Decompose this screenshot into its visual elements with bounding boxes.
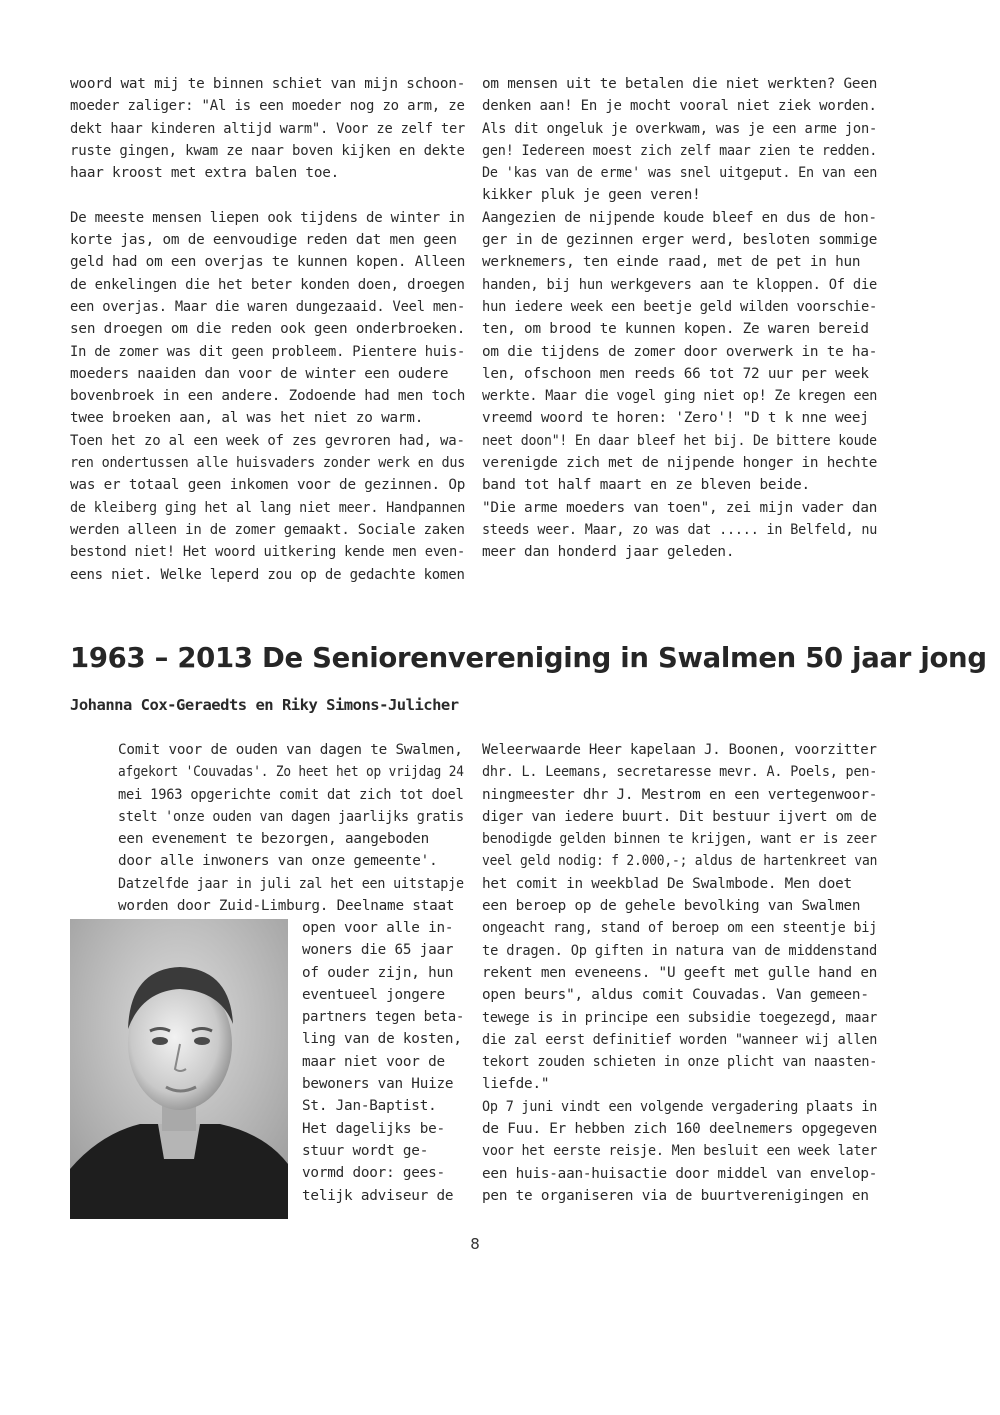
text-line: een beroep op de gehele bevolking van Swalmen [482,898,861,915]
text-line: dhr. L. Leemans, secretaresse mevr. A. Poels, pen- [482,764,878,781]
column-top-left [70,73,465,586]
text-line: vreemd woord te horen: 'Zero'! "D t k nne weej [482,410,869,427]
text-line: rekent men eveneens. "U geeft met gulle hand en [482,964,878,981]
text-line: geld had om een overjas te kunnen kopen. Alleen [70,254,466,271]
text-line: gen! Iedereen moest zich zelf maar zien te redden. [482,142,878,159]
text-line: Aangezien de nijpende koude bleef en dus de hon- [482,209,877,226]
text-line: open beurs", aldus comit Couvadas. Van gemeen- [482,987,869,1004]
article-headline: 1963 – 2013 De Seniorenvereniging in Swalmen 50 jaar jong [70,642,987,674]
text-line: handen, bij hun werkgevers aan te kloppen. Of die [482,276,878,293]
text-line: korte jas, om de eenvoudige reden dat men geen [70,232,457,249]
text-line: diger van iedere buurt. Dit bestuur ijvert om de [482,808,877,825]
text-line: De 'kas van de erme' was snel uitgeput. En van een [482,165,878,182]
text-line: bewoners van Huize [302,1076,454,1093]
text-line: woord wat mij te binnen schiet van mijn schoon- [70,76,466,92]
portrait-photo [70,919,288,1219]
text-line: of ouder zijn, hun [302,964,454,981]
text-line: Het dagelijks be- [302,1120,445,1137]
text-line: voor het eerste reisje. Men besluit een week later [482,1143,878,1160]
text-line: afgekort 'Couvadas'. Zo heet het op vrijdag 24 [118,764,464,781]
text-line: sen droegen om die reden ook geen onderbroeken. [70,321,466,338]
text-line: Als dit ongeluk je overkwam, was je een arme jon- [482,120,878,137]
text-line: eventueel jongere [302,986,445,1003]
portrait-photo-icon [70,919,288,1219]
text-line: om die tijdens de zomer door overwerk in te ha- [482,343,878,360]
text-line: pen te organiseren via de buurtverenigingen en [482,1187,869,1204]
text-line: werden alleen in de zomer gemaakt. Sociale zaken [70,521,465,538]
column-bottom-right [482,739,877,1207]
text-line: de kleiberg ging het al lang niet meer. Handpannen [70,499,466,516]
text-line: telijk adviseur de [302,1187,454,1204]
text-line: neet doon"! En daar bleef het bij. De bittere koude [482,432,877,449]
text-line: De meeste mensen liepen ook tijdens de winter in [70,209,465,226]
text-line: steeds weer. Maar, zo was dat ..... in Belfeld, nu [482,521,878,538]
text-line: mei 1963 opgerichte comit dat zich tot doel [118,786,464,803]
text-line: om mensen uit te betalen die niet werkten? Geen [482,76,878,92]
text-line: de enkelingen die het beter konden doen, droegen [70,276,465,293]
text-line: woners die 65 jaar [302,942,454,959]
text-line: werkte. Maar die vogel ging niet op! Ze kregen een [482,388,878,405]
text-line: benodigde gelden binnen te krijgen, want er is zeer [482,831,877,848]
column-bottom-left-intro [118,739,464,917]
text-line: Op 7 juni vindt een volgende vergadering plaats in [482,1098,878,1115]
text-line: twee broeken aan, al was het niet zo warm. [70,410,424,427]
text-line: Toen het zo al een week of zes gevroren had, wa- [70,432,465,449]
text-line: een evenement te bezorgen, aangeboden [118,831,430,848]
text-line: werknemers, ten einde raad, met de pet in hun [482,254,861,271]
page-number: 8 [470,1235,480,1253]
text-line: partners tegen beta- [302,1009,465,1026]
text-line: band tot half maart en ze bleven beide. [482,477,810,494]
text-line: eens niet. Welke leperd zou op de gedachte komen [70,566,465,583]
text-line: tekort zouden schieten in onze plicht van naasten- [482,1054,878,1071]
text-line: Weleerwaarde Heer kapelaan J. Boonen, voorzitter [482,742,877,758]
text-line: bovenbroek in een andere. Zodoende had men toch [70,388,466,405]
text-line: maar niet voor de [302,1053,445,1070]
text-line: ger in de gezinnen erger werd, besloten sommige [482,232,878,249]
text-line: hun iedere week een beetje geld wilden voorschie- [482,298,878,315]
text-line: veel geld nodig: f 2.000,-; aldus de hartenkreet van [482,853,878,870]
text-line: St. Jan-Baptist. [302,1098,437,1115]
text-line: de Fuu. Er hebben zich 160 deelnemers opgegeven [482,1121,878,1138]
text-line: ruste gingen, kwam ze naar boven kijken en dekte [70,142,465,159]
text-line: ling van de kosten, [302,1031,462,1048]
text-line: ren ondertussen alle huisvaders zonder werk en dus [70,455,466,472]
text-line: open voor alle in- [302,920,454,936]
text-line: denken aan! En je mocht vooral niet ziek worden. [482,98,877,115]
text-line: dekt haar kinderen altijd warm". Voor ze zelf ter [70,120,466,137]
text-line: moeders naaiden dan voor de winter een oudere [70,365,449,382]
text-line: kikker pluk je geen veren! [482,187,701,204]
column-top-right [482,73,877,564]
text-line: die zal eerst definitief worden "wanneer wij allen [482,1031,878,1048]
text-line: stuur wordt ge- [302,1142,429,1159]
text-line: verenigde zich met de nijpende honger in hechte [482,455,878,472]
text-line: te dragen. Op giften in natura van de middenstand [482,942,878,959]
text-line: Datzelfde jaar in juli zal het een uitstapje [118,875,464,892]
text-line: moeder zaliger: "Al is een moeder nog zo arm, ze [70,98,465,115]
text-line: een huis-aan-huisactie door middel van envelop- [482,1165,878,1182]
text-line: was er totaal geen inkomen voor de gezinnen. Op [70,477,466,494]
text-line: ningmeester dhr J. Mestrom en een vertegenwoor- [482,786,878,803]
column-bottom-left-beside-photo [302,917,464,1207]
text-line: In de zomer was dit geen probleem. Pientere huis- [70,343,466,360]
text-line: door alle inwoners van onze gemeente'. [118,853,438,870]
text-line: meer dan honderd jaar geleden. [482,544,735,561]
text-line: len, ofschoon men reeds 66 tot 72 uur per week [482,365,869,382]
text-line: liefde." [482,1076,550,1093]
text-line: ongeacht rang, stand of beroep om een steentje bij [482,920,878,937]
text-line: een overjas. Maar die waren dungezaaid. Veel men- [70,298,466,315]
text-line: "Die arme moeders van toen", zei mijn vader dan [482,499,878,516]
paragraph-gap [70,184,465,206]
text-line: vormd door: gees- [302,1165,445,1182]
text-line: haar kroost met extra balen toe. [70,165,340,182]
article-authors: Johanna Cox-Geraedts en Riky Simons-Julicher [70,696,459,714]
text-line: bestond niet! Het woord uitkering kende men even- [70,544,466,561]
text-line: stelt 'onze ouden van dagen jaarlijks gratis [118,808,464,825]
text-line: tewege is in principe een subsidie toegezegd, maar [482,1009,878,1026]
text-line: worden door Zuid-Limburg. Deelname staat [118,898,455,915]
text-line: het comit in weekblad De Swalmbode. Men doet [482,875,852,892]
text-line: ten, om brood te kunnen kopen. Ze waren bereid [482,321,869,338]
text-line: Comit voor de ouden van dagen te Swalmen, [118,742,463,758]
